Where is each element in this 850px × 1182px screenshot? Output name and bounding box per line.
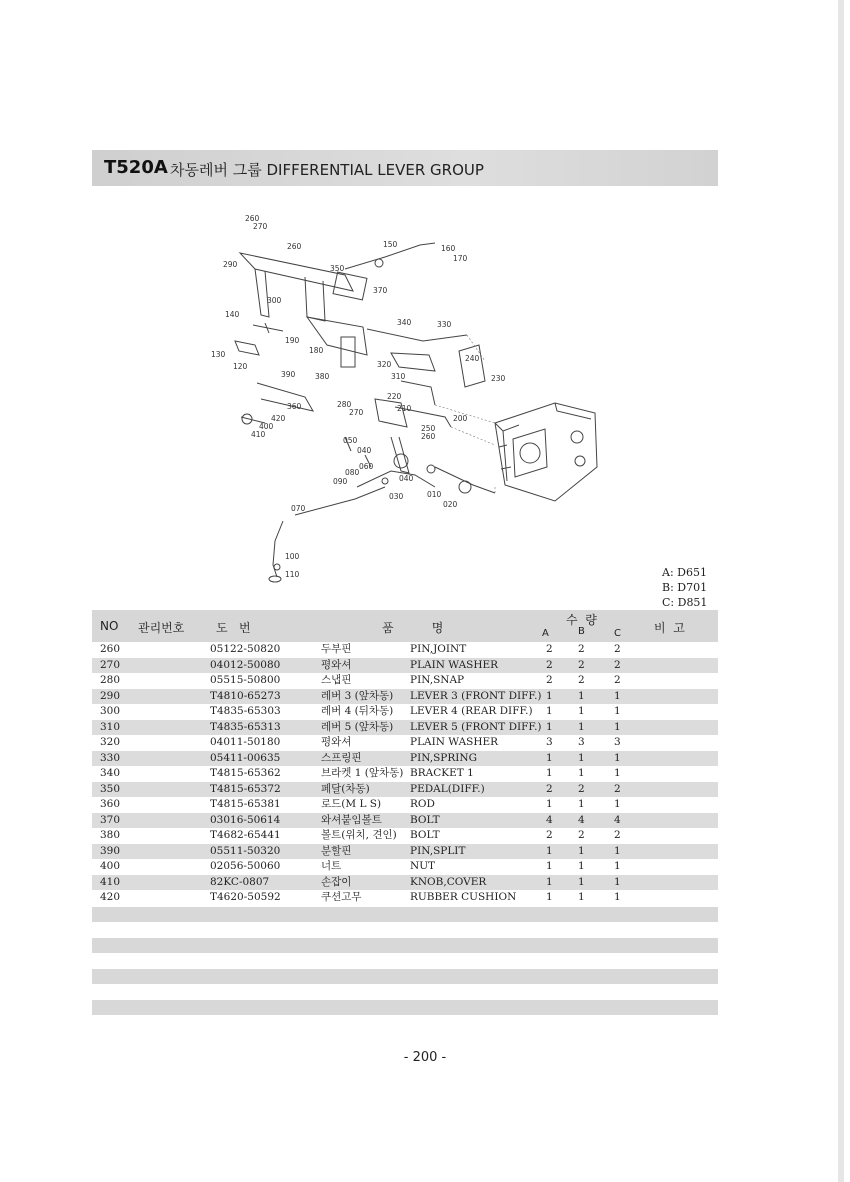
- korean-name: 레버 5 (앞차동): [321, 720, 394, 733]
- header-a: A: [542, 628, 549, 639]
- svg-text:330: 330: [437, 320, 452, 329]
- english-name: PIN,JOINT: [410, 643, 467, 655]
- svg-text:400: 400: [259, 422, 274, 431]
- svg-text:110: 110: [285, 570, 300, 579]
- drawing-number: 02056-50060: [210, 860, 281, 872]
- english-name: PLAIN WASHER: [410, 736, 499, 748]
- model-legend: [662, 565, 707, 610]
- part-no: 290: [100, 689, 121, 702]
- svg-text:030: 030: [389, 492, 404, 501]
- svg-text:360: 360: [287, 402, 302, 411]
- korean-name: 너트: [321, 860, 342, 872]
- drawing-number: 05122-50820: [210, 643, 281, 655]
- svg-text:130: 130: [211, 350, 226, 359]
- table-row: [92, 689, 718, 705]
- svg-text:010: 010: [427, 490, 442, 499]
- qty-b: 2: [578, 782, 585, 795]
- empty-row: [92, 1000, 718, 1015]
- table-row: [92, 673, 718, 689]
- part-no: 260: [100, 643, 121, 655]
- korean-name: 분할핀: [321, 844, 352, 857]
- part-no: 420: [100, 891, 121, 903]
- qty-c: 1: [614, 875, 621, 888]
- svg-text:340: 340: [397, 318, 412, 327]
- qty-b: 1: [578, 891, 585, 903]
- qty-b: 1: [578, 705, 585, 717]
- qty-b: 2: [578, 658, 585, 671]
- table-row: [92, 766, 718, 782]
- qty-c: 4: [614, 813, 621, 826]
- qty-b: 1: [578, 689, 585, 702]
- qty-c: 1: [614, 844, 621, 857]
- qty-c: 1: [614, 798, 621, 810]
- qty-c: 1: [614, 860, 621, 872]
- table-row: [92, 658, 718, 674]
- table-row: [92, 859, 718, 875]
- svg-text:380: 380: [315, 372, 330, 381]
- korean-name: 페달(차동): [321, 782, 370, 795]
- part-no: 370: [100, 813, 121, 826]
- svg-text:180: 180: [309, 346, 324, 355]
- svg-text:020: 020: [443, 500, 458, 509]
- svg-text:220: 220: [387, 392, 402, 401]
- english-name: LEVER 4 (REAR DIFF.): [410, 705, 533, 717]
- qty-a: 3: [546, 736, 553, 748]
- exploded-parts-diagram: [195, 205, 620, 595]
- english-name: PIN,SPRING: [410, 751, 477, 764]
- qty-a: 2: [546, 643, 553, 655]
- group-title: 차동레버 그룹 DIFFERENTIAL LEVER GROUP: [170, 161, 484, 179]
- qty-b: 2: [578, 674, 585, 686]
- legend-a: A: D651: [662, 566, 707, 579]
- svg-text:420: 420: [271, 414, 286, 423]
- svg-text:250: 250: [421, 424, 436, 433]
- part-no: 300: [100, 705, 121, 717]
- svg-text:270: 270: [349, 408, 364, 417]
- qty-c: 2: [614, 643, 621, 655]
- header-c: C: [614, 628, 621, 639]
- svg-text:050: 050: [343, 436, 358, 445]
- qty-c: 1: [614, 751, 621, 764]
- drawing-number: 04012-50080: [210, 658, 281, 671]
- korean-name: 손잡이: [321, 875, 352, 888]
- qty-b: 2: [578, 643, 585, 655]
- svg-text:120: 120: [233, 362, 248, 371]
- drawing-number: T4620-50592: [210, 891, 281, 903]
- header-no: NO: [100, 619, 119, 633]
- english-name: BOLT: [410, 813, 440, 826]
- qty-a: 1: [546, 767, 553, 779]
- korean-name: 와셔붙임볼트: [321, 813, 382, 826]
- svg-text:150: 150: [383, 240, 398, 249]
- english-name: PEDAL(DIFF.): [410, 782, 485, 795]
- header-qty: 수 량: [566, 613, 597, 627]
- part-no: 360: [100, 798, 121, 810]
- drawing-number: T4835-65313: [210, 720, 281, 733]
- korean-name: 스냅핀: [321, 674, 352, 686]
- header-mgmt: 관리번호: [138, 621, 185, 635]
- english-name: PLAIN WASHER: [410, 658, 499, 671]
- svg-text:080: 080: [345, 468, 360, 477]
- qty-a: 1: [546, 860, 553, 872]
- table-row: [92, 844, 718, 860]
- english-name: KNOB,COVER: [410, 875, 487, 888]
- table-row: [92, 813, 718, 829]
- drawing-number: T4815-65372: [210, 782, 281, 795]
- korean-name: 평와셔: [321, 736, 352, 748]
- svg-text:040: 040: [357, 446, 372, 455]
- group-code: T520A: [104, 157, 168, 178]
- svg-text:070: 070: [291, 504, 306, 513]
- korean-name: 볼트(위치, 견인): [321, 829, 397, 841]
- qty-a: 2: [546, 658, 553, 671]
- korean-name: 로드(M L S): [321, 798, 382, 810]
- qty-a: 1: [546, 891, 553, 903]
- qty-a: 1: [546, 875, 553, 888]
- drawing-number: 04011-50180: [210, 736, 281, 748]
- drawing-number: 05411-00635: [210, 751, 281, 764]
- title-bar: [92, 150, 718, 186]
- svg-text:300: 300: [267, 296, 282, 305]
- svg-text:210: 210: [397, 404, 412, 413]
- table-row: [92, 890, 718, 906]
- qty-c: 1: [614, 720, 621, 733]
- svg-text:170: 170: [453, 254, 468, 263]
- korean-name: 스프링핀: [321, 751, 362, 764]
- qty-b: 1: [578, 767, 585, 779]
- table-row: [92, 751, 718, 767]
- empty-row: [92, 938, 718, 953]
- qty-c: 2: [614, 658, 621, 671]
- table-row: [92, 642, 718, 658]
- qty-c: 2: [614, 782, 621, 795]
- english-name: BRACKET 1: [410, 767, 474, 779]
- svg-text:270: 270: [253, 222, 268, 231]
- qty-c: 1: [614, 767, 621, 779]
- parts-table: [92, 642, 718, 906]
- svg-text:060: 060: [359, 462, 374, 471]
- qty-c: 3: [614, 736, 621, 748]
- qty-b: 4: [578, 813, 585, 826]
- qty-a: 1: [546, 720, 553, 733]
- korean-name: 두부핀: [321, 643, 352, 655]
- qty-b: 1: [578, 844, 585, 857]
- korean-name: 레버 3 (앞차동): [321, 689, 394, 702]
- qty-a: 2: [546, 782, 553, 795]
- header-b: B: [578, 626, 585, 637]
- qty-a: 1: [546, 751, 553, 764]
- page-edge: [838, 0, 844, 1182]
- part-no: 340: [100, 767, 121, 779]
- svg-text:090: 090: [333, 477, 348, 486]
- qty-c: 1: [614, 689, 621, 702]
- drawing-number: 03016-50614: [210, 813, 281, 826]
- part-no: 330: [100, 751, 121, 764]
- part-no: 320: [100, 736, 121, 748]
- svg-text:260: 260: [245, 214, 260, 223]
- svg-text:320: 320: [377, 360, 392, 369]
- english-name: RUBBER CUSHION: [410, 891, 517, 903]
- english-name: LEVER 5 (FRONT DIFF.): [410, 720, 542, 733]
- qty-b: 1: [578, 875, 585, 888]
- svg-text:140: 140: [225, 310, 240, 319]
- drawing-number: T4835-65303: [210, 705, 281, 717]
- svg-text:350: 350: [330, 264, 345, 273]
- english-name: NUT: [410, 860, 436, 872]
- qty-b: 1: [578, 798, 585, 810]
- svg-text:240: 240: [465, 354, 480, 363]
- table-row: [92, 735, 718, 751]
- empty-row: [92, 907, 718, 922]
- qty-c: 2: [614, 829, 621, 841]
- svg-text:200: 200: [453, 414, 468, 423]
- korean-name: 쿠션고무: [321, 891, 362, 903]
- korean-name: 레버 4 (뒤차동): [321, 705, 394, 717]
- svg-text:040: 040: [399, 474, 414, 483]
- svg-text:280: 280: [337, 400, 352, 409]
- svg-text:190: 190: [285, 336, 300, 345]
- svg-text:370: 370: [373, 286, 388, 295]
- table-row: [92, 875, 718, 891]
- qty-b: 1: [578, 720, 585, 733]
- svg-text:260: 260: [421, 432, 436, 441]
- part-no: 310: [100, 720, 121, 733]
- qty-b: 2: [578, 829, 585, 841]
- english-name: PIN,SPLIT: [410, 844, 466, 857]
- qty-a: 4: [546, 813, 553, 826]
- page-number: - 200 -: [403, 1050, 447, 1065]
- svg-text:230: 230: [491, 374, 506, 383]
- part-no: 390: [100, 844, 121, 857]
- qty-a: 2: [546, 829, 553, 841]
- part-no: 270: [100, 658, 121, 671]
- drawing-number: T4682-65441: [210, 829, 281, 841]
- svg-text:100: 100: [285, 552, 300, 561]
- header-remark: 비 고: [654, 621, 685, 635]
- table-row: [92, 782, 718, 798]
- qty-a: 2: [546, 674, 553, 686]
- part-no: 380: [100, 829, 121, 841]
- qty-a: 1: [546, 798, 553, 810]
- qty-b: 1: [578, 860, 585, 872]
- korean-name: 브라켓 1 (앞차동): [321, 767, 404, 779]
- svg-text:390: 390: [281, 370, 296, 379]
- table-row: [92, 797, 718, 813]
- svg-text:410: 410: [251, 430, 266, 439]
- qty-b: 3: [578, 736, 585, 748]
- table-header: [92, 610, 718, 642]
- drawing-number: T4810-65273: [210, 689, 281, 702]
- english-name: PIN,SNAP: [410, 674, 465, 686]
- english-name: ROD: [410, 798, 435, 810]
- part-no: 400: [100, 860, 121, 872]
- part-no: 350: [100, 782, 121, 795]
- header-name: 품 명: [382, 621, 444, 635]
- svg-text:290: 290: [223, 260, 238, 269]
- english-name: BOLT: [410, 829, 440, 841]
- header-drawing: 도 번: [216, 621, 251, 635]
- drawing-number: 82KC-0807: [210, 875, 270, 888]
- part-no: 280: [100, 674, 121, 686]
- qty-a: 1: [546, 844, 553, 857]
- qty-a: 1: [546, 689, 553, 702]
- svg-text:260: 260: [287, 242, 302, 251]
- table-row: [92, 704, 718, 720]
- legend-c: C: D851: [662, 596, 708, 609]
- table-row: [92, 828, 718, 844]
- english-name: LEVER 3 (FRONT DIFF.): [410, 689, 542, 702]
- drawing-number: T4815-65381: [210, 798, 281, 810]
- drawing-number: 05511-50320: [210, 844, 281, 857]
- drawing-number: T4815-65362: [210, 767, 281, 779]
- empty-row: [92, 969, 718, 984]
- qty-c: 2: [614, 674, 621, 686]
- svg-text:160: 160: [441, 244, 456, 253]
- svg-text:310: 310: [391, 372, 406, 381]
- part-no: 410: [100, 875, 121, 888]
- drawing-number: 05515-50800: [210, 674, 281, 686]
- legend-b: B: D701: [662, 581, 708, 594]
- table-row: [92, 720, 718, 736]
- qty-c: 1: [614, 891, 621, 903]
- qty-b: 1: [578, 751, 585, 764]
- qty-c: 1: [614, 705, 621, 717]
- qty-a: 1: [546, 705, 553, 717]
- korean-name: 평와셔: [321, 658, 352, 671]
